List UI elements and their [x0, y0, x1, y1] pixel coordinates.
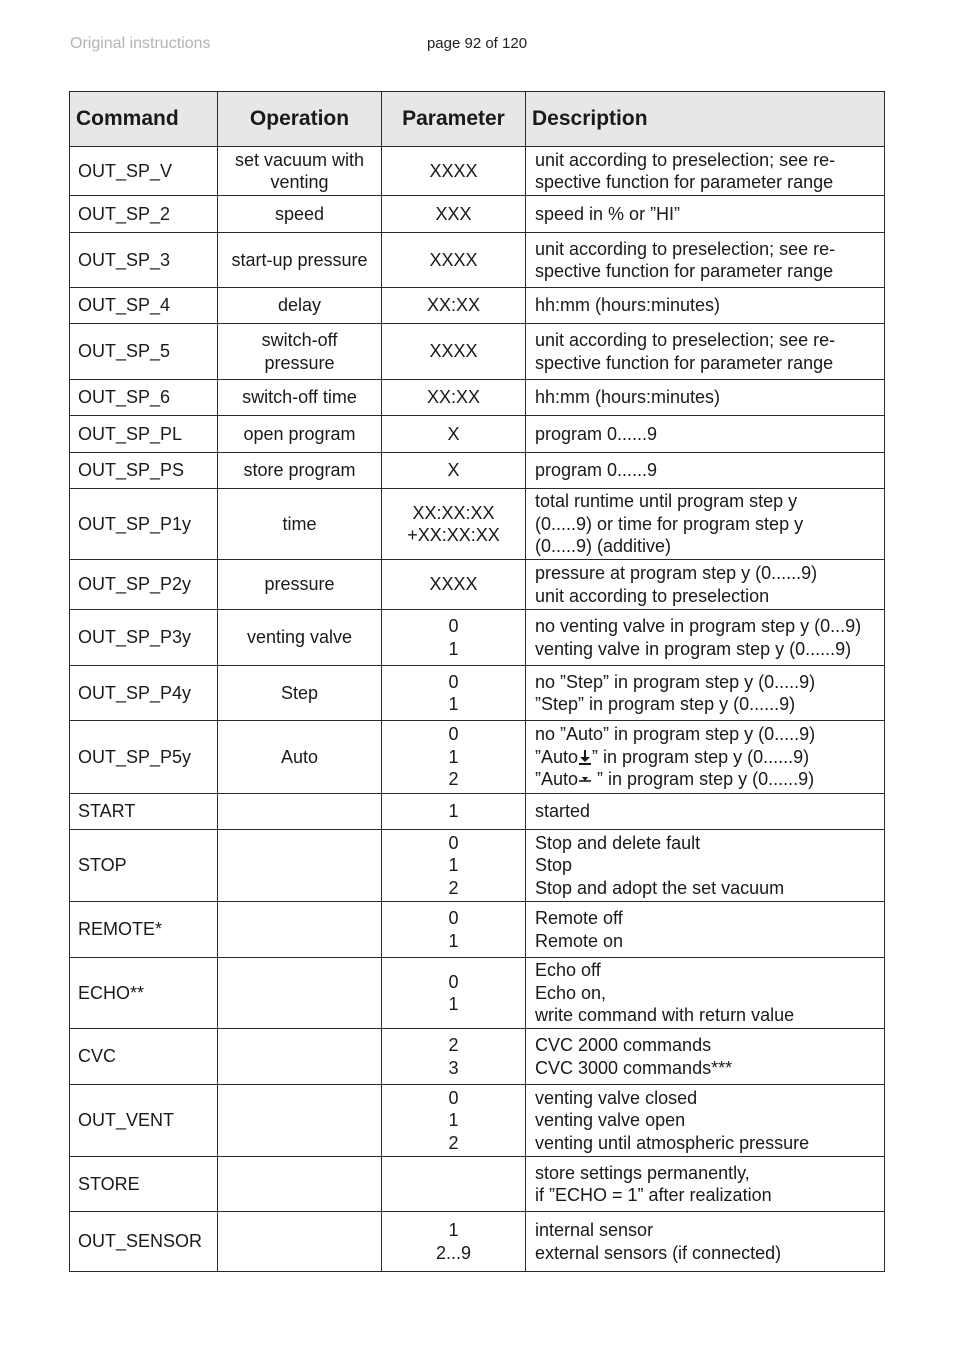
cell-description: started: [526, 794, 885, 830]
table-row: [70, 794, 885, 830]
command-table: [69, 91, 885, 1272]
column-header-operation: Operation: [218, 92, 382, 147]
cell-command: OUT_SP_P3y: [70, 610, 218, 666]
cell-operation: speed: [218, 196, 382, 233]
cell-operation: switch-off time: [218, 380, 382, 416]
column-header-command: Command: [70, 92, 218, 147]
cell-operation: Step: [218, 666, 382, 721]
cell-operation: set vacuum with venting: [218, 147, 382, 196]
cell-description: pressure at program step y (0......9) unit according to preselection: [526, 560, 885, 610]
cell-command: OUT_SP_P1y: [70, 489, 218, 560]
table-row: [70, 830, 885, 902]
header-original-instructions: Original instructions: [70, 35, 211, 52]
cell-operation: [218, 794, 382, 830]
cell-parameter: 1: [382, 794, 526, 830]
cell-operation: time: [218, 489, 382, 560]
cell-parameter: XXXX: [382, 233, 526, 288]
table-row: [70, 453, 885, 489]
cell-description: Stop and delete fault Stop Stop and adopt the set vacuum: [526, 830, 885, 902]
cell-parameter: 0 1: [382, 610, 526, 666]
table-row: [70, 610, 885, 666]
cell-description: store settings permanently, if ”ECHO = 1” after realization: [526, 1157, 885, 1212]
description-text: ” in program step y (0......9): [592, 746, 810, 767]
cell-description: hh:mm (hours:minutes): [526, 380, 885, 416]
cell-operation: Auto: [218, 721, 382, 794]
description-text: ” in program step y (0......9): [592, 769, 815, 790]
cell-operation: [218, 1085, 382, 1157]
table-row: [70, 560, 885, 610]
table-row: [70, 958, 885, 1029]
cell-description: CVC 2000 commands CVC 3000 commands***: [526, 1029, 885, 1085]
cell-command: OUT_SP_3: [70, 233, 218, 288]
cell-description: [526, 721, 885, 794]
cell-description: total runtime until program step y (0.....9) or time for program step y (0.....9) (additive): [526, 489, 885, 560]
cell-operation: [218, 830, 382, 902]
cell-command: STORE: [70, 1157, 218, 1212]
table-row: [70, 147, 885, 196]
cell-parameter: 0 1 2: [382, 1085, 526, 1157]
cell-description: internal sensor external sensors (if connected): [526, 1212, 885, 1272]
cell-description: unit according to preselection; see re- spective function for parameter range: [526, 233, 885, 288]
cell-operation: delay: [218, 288, 382, 324]
cell-parameter: X: [382, 453, 526, 489]
table-row: [70, 380, 885, 416]
cell-parameter: [382, 1157, 526, 1212]
table-row: [70, 196, 885, 233]
table-row: [70, 416, 885, 453]
cell-operation: [218, 1212, 382, 1272]
page-number: page 92 of 120: [426, 35, 528, 52]
table-row: [70, 902, 885, 958]
table-row: [70, 666, 885, 721]
cell-operation: [218, 902, 382, 958]
cell-command: OUT_SP_PL: [70, 416, 218, 453]
cell-parameter: 1 2...9: [382, 1212, 526, 1272]
cell-command: OUT_SP_P2y: [70, 560, 218, 610]
table-header-row: [70, 92, 885, 147]
column-header-description: Description: [526, 92, 885, 147]
cell-operation: [218, 1029, 382, 1085]
cell-operation: store program: [218, 453, 382, 489]
cell-command: OUT_SP_5: [70, 324, 218, 380]
cell-description: hh:mm (hours:minutes): [526, 288, 885, 324]
cell-parameter: 0 1 2: [382, 721, 526, 794]
table-row: [70, 288, 885, 324]
cell-command: OUT_SENSOR: [70, 1212, 218, 1272]
description-line: no ”Auto” in program step y (0.....9): [535, 724, 816, 745]
cell-parameter: 2 3: [382, 1029, 526, 1085]
auto-down-arrow-icon: [578, 749, 592, 765]
cell-description: program 0......9: [526, 416, 885, 453]
cell-operation: venting valve: [218, 610, 382, 666]
cell-parameter: X: [382, 416, 526, 453]
cell-parameter: XXX: [382, 196, 526, 233]
cell-parameter: XXXX: [382, 147, 526, 196]
cell-description: Echo off Echo on, write command with return value: [526, 958, 885, 1029]
cell-operation: pressure: [218, 560, 382, 610]
description-line: [535, 746, 878, 769]
table-row: [70, 1085, 885, 1157]
cell-description: unit according to preselection; see re- spective function for parameter range: [526, 147, 885, 196]
description-line: [535, 768, 878, 791]
cell-parameter: XX:XX: [382, 288, 526, 324]
description-text: ”Auto: [535, 746, 579, 767]
table-row: [70, 489, 885, 560]
auto-flat-arrow-icon: [578, 771, 592, 787]
cell-command: STOP: [70, 830, 218, 902]
cell-command: OUT_SP_P5y: [70, 721, 218, 794]
table-row: [70, 721, 885, 794]
cell-description: no ”Step” in program step y (0.....9) ”Step” in program step y (0......9): [526, 666, 885, 721]
table-row: [70, 233, 885, 288]
cell-command: ECHO**: [70, 958, 218, 1029]
cell-description: speed in % or ”HI”: [526, 196, 885, 233]
cell-parameter: XXXX: [382, 324, 526, 380]
cell-command: OUT_SP_P4y: [70, 666, 218, 721]
cell-command: OUT_SP_4: [70, 288, 218, 324]
cell-description: no venting valve in program step y (0...9) venting valve in program step y (0......9): [526, 610, 885, 666]
cell-operation: open program: [218, 416, 382, 453]
cell-command: OUT_SP_V: [70, 147, 218, 196]
cell-operation: [218, 1157, 382, 1212]
cell-parameter: 0 1: [382, 902, 526, 958]
cell-command: CVC: [70, 1029, 218, 1085]
cell-command: OUT_SP_2: [70, 196, 218, 233]
cell-description: venting valve closed venting valve open venting until atmospheric pressure: [526, 1085, 885, 1157]
cell-parameter: XX:XX:XX +XX:XX:XX: [382, 489, 526, 560]
cell-command: OUT_VENT: [70, 1085, 218, 1157]
cell-command: REMOTE*: [70, 902, 218, 958]
table-row: [70, 1212, 885, 1272]
cell-description: unit according to preselection; see re- spective function for parameter range: [526, 324, 885, 380]
description-text: ”Auto: [535, 769, 579, 790]
cell-command: OUT_SP_PS: [70, 453, 218, 489]
cell-parameter: XXXX: [382, 560, 526, 610]
cell-operation: switch-off pressure: [218, 324, 382, 380]
cell-parameter: XX:XX: [382, 380, 526, 416]
cell-parameter: 0 1: [382, 666, 526, 721]
table-row: [70, 1029, 885, 1085]
cell-operation: start-up pressure: [218, 233, 382, 288]
cell-command: OUT_SP_6: [70, 380, 218, 416]
column-header-parameter: Parameter: [382, 92, 526, 147]
table-row: [70, 1157, 885, 1212]
table-row: [70, 324, 885, 380]
cell-description: program 0......9: [526, 453, 885, 489]
cell-command: START: [70, 794, 218, 830]
cell-parameter: 0 1: [382, 958, 526, 1029]
cell-operation: [218, 958, 382, 1029]
cell-description: Remote off Remote on: [526, 902, 885, 958]
cell-parameter: 0 1 2: [382, 830, 526, 902]
